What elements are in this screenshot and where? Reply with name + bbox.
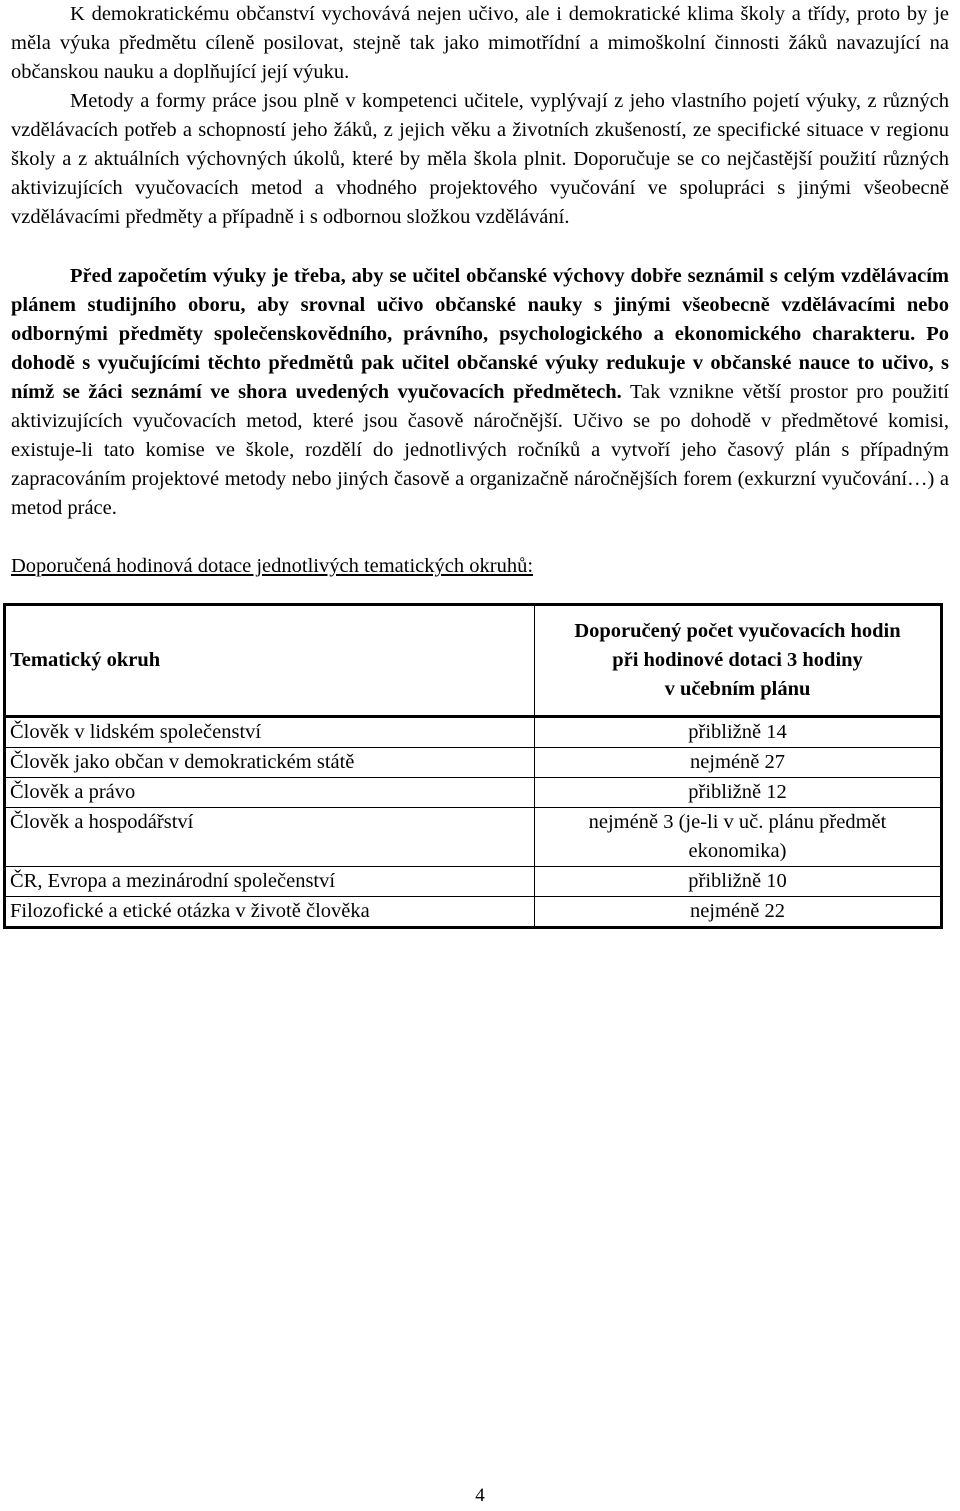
header-hours-line3: v učebním plánu <box>664 678 811 700</box>
table-row <box>5 717 942 748</box>
topic-cell: Člověk v lidském společenství <box>5 717 535 748</box>
table-row <box>5 897 942 928</box>
document-page <box>11 0 949 929</box>
topic-cell: Filozofické a etické otázka v životě člověka <box>5 897 535 928</box>
hours-cell: nejméně 27 <box>535 748 942 778</box>
paragraph-before-teaching-bold: Před započetím výuky je třeba, aby se učitel občanské výchovy dobře seznámil s celým vzdělávacím plánem studijního oboru, aby srovnal učivo občanské nauky s jinými všeobecně vzdělávacími nebo odbornými předměty společenskovědního, právního, psychologického a ekonomického charakteru. Po dohodě s vyučujícími těchto předmětů pak učitel občanské výuky redukuje v občanské nauce to učivo, s nímž se žáci seznámí ve shora uvedených vyučovacích předmětech. <box>11 265 949 403</box>
header-topic: Tematický okruh <box>5 605 535 717</box>
paragraph-methods: Metody a formy práce jsou plně v kompetenci učitele, vyplývají z jeho vlastního pojetí výuky, z různých vzdělávacích potřeb a schopností jeho žáků, z jejich věku a životních zkušeností, ze specifické situace v regionu školy a z aktuálních výchovných úkolů, které by měla škola plnit. Doporučuje se co nejčastější použití různých aktivizujících vyučovacích metod a vhodného projektového vyučování ve spolupráci s jinými všeobecně vzdělávacími předměty a případně i s odbornou složkou vzdělávání. <box>11 90 949 228</box>
hours-table <box>3 603 943 929</box>
hours-cell: přibližně 10 <box>535 867 942 897</box>
table-row <box>5 808 942 867</box>
hours-cell: nejméně 22 <box>535 897 942 928</box>
table-header-row <box>5 605 942 717</box>
topic-cell: Člověk a právo <box>5 778 535 808</box>
header-hours-line2: při hodinové dotaci 3 hodiny <box>612 649 863 671</box>
hours-cell: nejméně 3 (je-li v uč. plánu předmět ekonomika) <box>535 808 942 867</box>
hours-cell: přibližně 12 <box>535 778 942 808</box>
header-hours-line1: Doporučený počet vyučovacích hodin <box>574 620 901 642</box>
paragraph-before-teaching <box>11 262 949 523</box>
table-row <box>5 748 942 778</box>
page-number: 4 <box>475 1485 485 1506</box>
table-row <box>5 778 942 808</box>
hours-cell: přibližně 14 <box>535 717 942 748</box>
topic-cell: Člověk jako občan v demokratickém státě <box>5 748 535 778</box>
topic-cell: ČR, Evropa a mezinárodní společenství <box>5 867 535 897</box>
paragraph-democratic-climate: K demokratickému občanství vychovává nejen učivo, ale i demokratické klima školy a třídy, proto by je měla výuka předmětu cíleně posilovat, stejně tak jako mimotřídní a mimoškolní činnosti žáků navazující na občanskou nauku a doplňující její výuku. <box>11 3 949 83</box>
header-hours <box>535 605 942 717</box>
table-heading: Doporučená hodinová dotace jednotlivých tematických okruhů: <box>11 555 534 577</box>
table-row <box>5 867 942 897</box>
topic-cell: Člověk a hospodářství <box>5 808 535 867</box>
paragraph-before-teaching-normal: Tak vznikne větší prostor pro použití aktivizujících vyučovacích metod, které jsou časově náročnější. Učivo se po dohodě v předmětové komisi, existuje-li tato komise ve škole, rozdělí do jednotlivých ročníků a vytvoří jeho časový plán s případným zapracováním projektové metody nebo jiných časově a organizačně náročnějších forem (exkurzní vyučování…) a metod práce. <box>11 381 949 519</box>
